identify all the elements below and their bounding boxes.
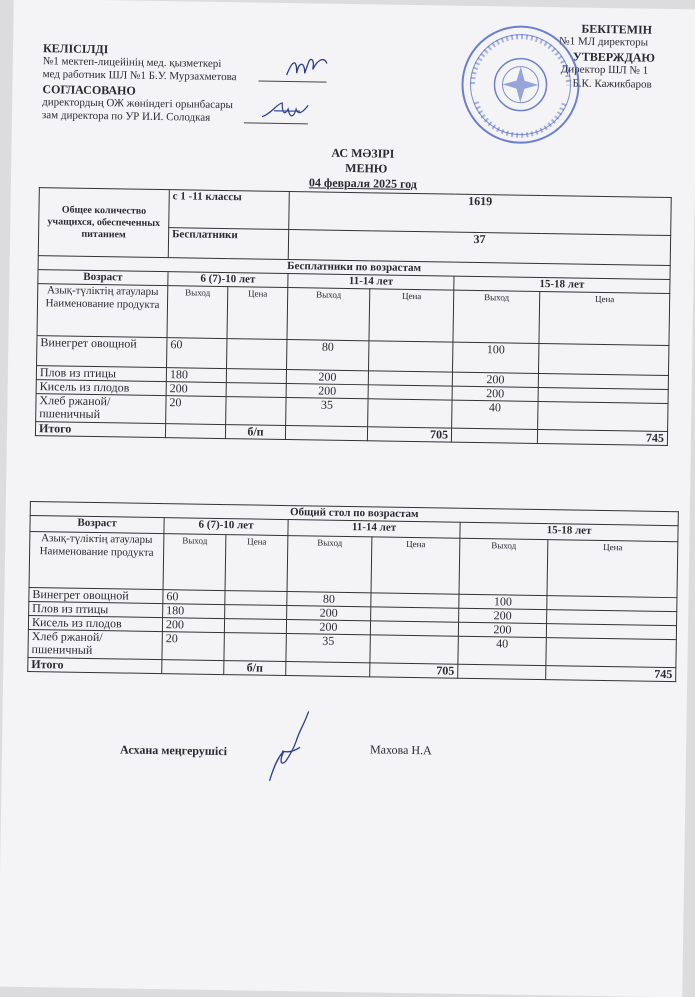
deputy-kz-role: директордың ОЖ жөніндегі орынбасары	[42, 96, 234, 112]
menu-title-ru: МЕНЮ	[345, 160, 388, 176]
price-header: Цена	[227, 287, 288, 340]
yield-header: Выход	[453, 290, 540, 343]
director-ru-role: Директор ШЛ № 1	[560, 63, 649, 77]
signature-canteen-head	[264, 707, 315, 784]
menu-date: 04 февраля 2025 год	[308, 175, 418, 192]
total-row: Итого б/п 705 745	[28, 657, 676, 681]
table-row: Винегрет овощной 60 80 100	[37, 336, 669, 376]
signature-medic	[285, 55, 329, 82]
table-row: Хлеб ржаной/ пшеничный 20 35 40	[36, 394, 668, 432]
canteen-head-label: Асхана меңгерушісі	[119, 742, 228, 759]
price-header: Цена	[371, 537, 460, 594]
approved-ru-title: УТВЕРЖДАЮ	[572, 49, 656, 65]
free-by-age-heading: Бесплатники по возрастам	[38, 256, 670, 280]
director-name: Б.К. Кажикбаров	[572, 77, 652, 91]
table-row: Плов из птицы 180 200 200	[29, 601, 677, 625]
canteen-head-name: Махова Н.А	[369, 742, 432, 758]
yield-header: Выход	[167, 286, 228, 339]
yield-header: Выход	[287, 536, 372, 593]
free-meals-table	[35, 187, 672, 446]
age-group-6-10: 6 (7)-10 лет	[164, 518, 288, 536]
total-count: 1619	[289, 192, 672, 236]
agreed-kz-role: №1 мектеп-лицейінің мед. қызметкері	[42, 55, 222, 70]
agreed-kz-title: КЕЛІСІЛДІ	[42, 41, 109, 57]
free-count: 37	[288, 230, 670, 266]
age-group-15-18: 15-18 лет	[454, 276, 670, 293]
table-row: Винегрет овощной 60 80 100	[29, 588, 677, 612]
product-name-header: Азық-түліктің атаулары Наименование продукта	[37, 284, 168, 338]
table-row: Хлеб ржаной/ пшеничный 20 35 40	[28, 629, 676, 667]
approved-kz-title: БЕКІТЕМІН	[581, 21, 653, 37]
menu-title-kz: АС МӘЗІРІ	[331, 145, 395, 161]
school-seal	[458, 22, 584, 148]
age-group-6-10: 6 (7)-10 лет	[168, 272, 288, 288]
table-row: Кисель из плодов 200 200 200	[36, 380, 668, 404]
deputy-ru-role: зам директора по УР И.И. Солодкая	[41, 109, 211, 124]
age-header: Возраст	[38, 270, 168, 286]
price-header: Цена	[547, 540, 678, 598]
product-name-header: Азық-түліктің атаулары Наименование продукта	[29, 532, 164, 590]
price-header: Цена	[369, 289, 454, 342]
general-table	[27, 501, 679, 682]
yield-header: Выход	[287, 288, 370, 341]
total-row: Итого б/п 705 745	[35, 422, 667, 446]
yield-header: Выход	[459, 538, 548, 595]
agreed-ru-role: мед работник ШЛ №1 Б.У. Мурзахметова	[42, 68, 237, 84]
age-group-11-14: 11-14 лет	[288, 274, 454, 291]
table-row: Кисель из плодов 200 200 200	[28, 615, 676, 639]
classes-label: с 1 -11 классы	[169, 190, 290, 230]
age-group-11-14: 11-14 лет	[288, 520, 460, 539]
price-header: Цена	[539, 291, 670, 345]
age-header: Возраст	[30, 516, 164, 534]
free-label: Бесплатники	[168, 228, 288, 260]
price-header: Цена	[225, 535, 288, 592]
director-kz-role: №1 МЛ директоры	[559, 35, 649, 49]
age-group-15-18: 15-18 лет	[460, 522, 678, 541]
agreed-ru-title: СОГЛАСОВАНО	[42, 82, 136, 98]
yield-header: Выход	[163, 534, 226, 591]
general-by-age-heading: Общий стол по возрастам	[30, 502, 678, 526]
table-row: Плов из птицы 180 200 200	[36, 366, 668, 390]
total-students-label: Общее количество учащихся, обеспеченных питанием	[38, 188, 169, 258]
signature-deputy	[260, 99, 310, 126]
